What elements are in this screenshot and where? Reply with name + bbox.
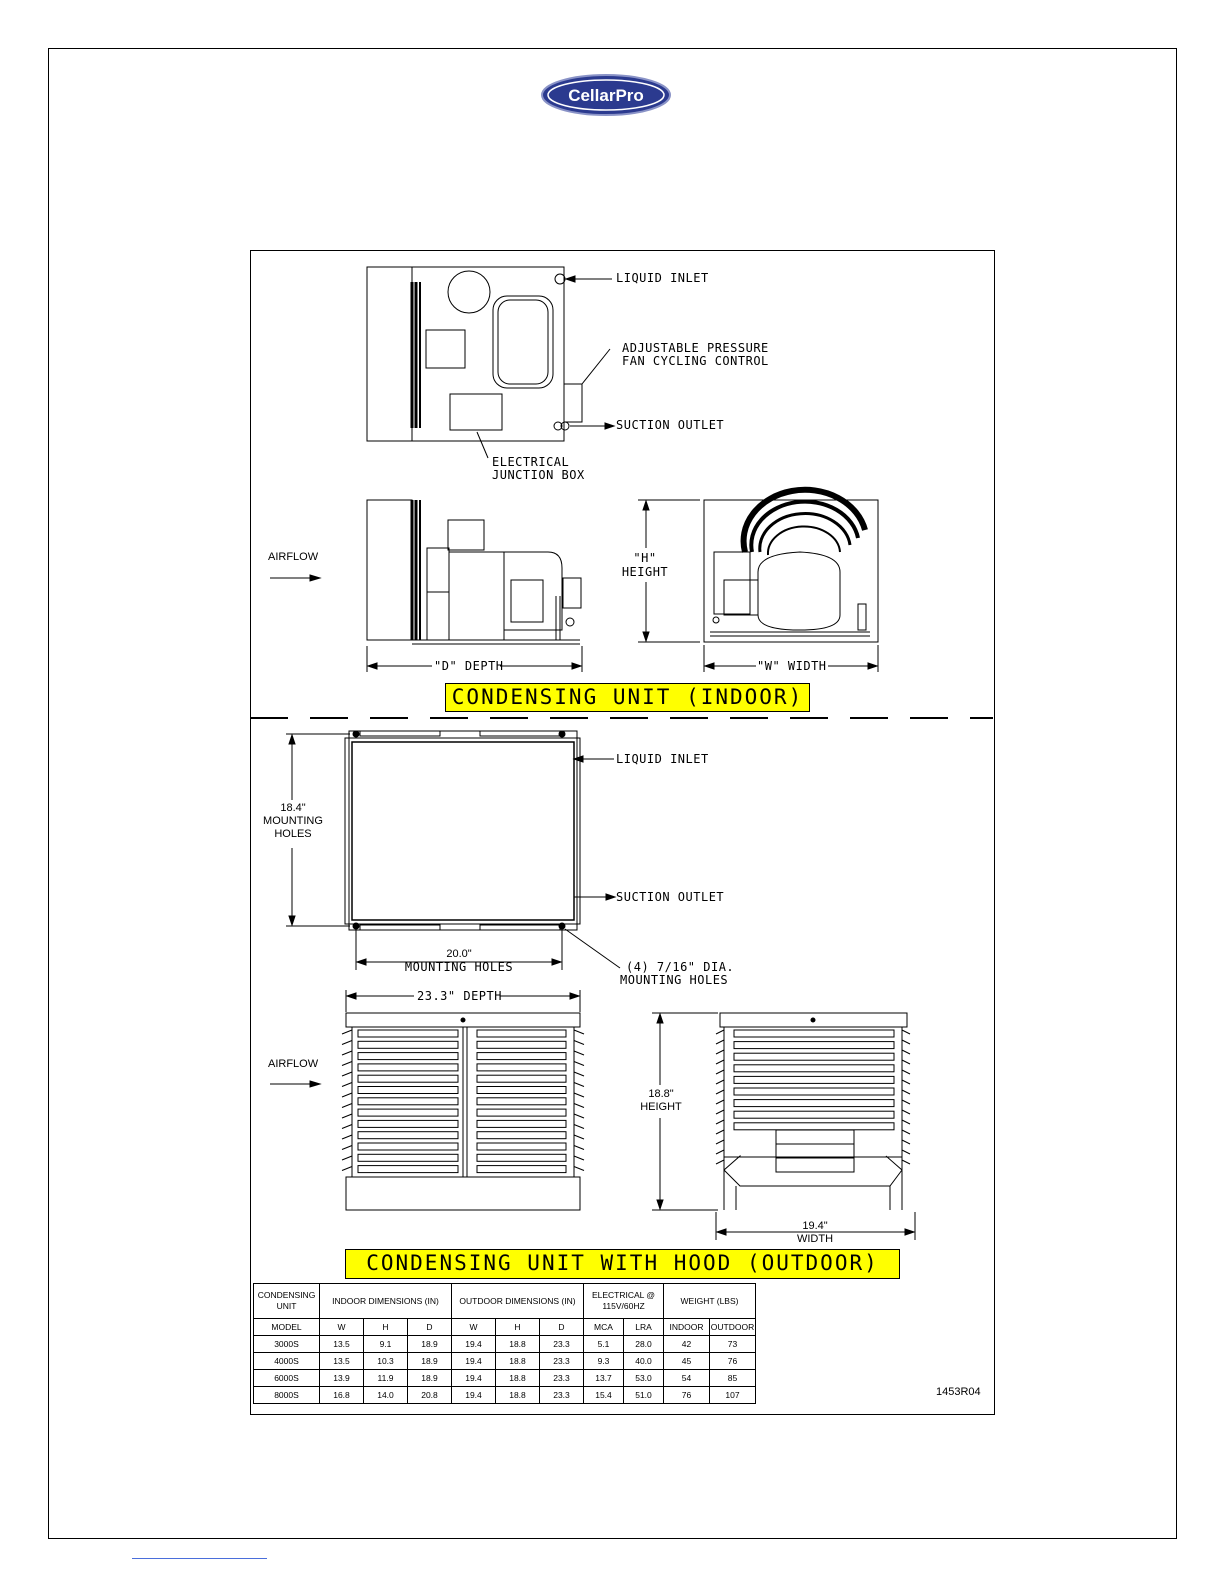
- outdoor-depth-label: 23.3" DEPTH: [417, 989, 502, 1003]
- table-cell: 51.0: [624, 1387, 664, 1404]
- outdoor-width-label-2: WIDTH: [796, 1233, 834, 1245]
- table-cell: 18.8: [496, 1336, 540, 1353]
- table-cell: 15.4: [584, 1387, 624, 1404]
- group-indoor-dims: INDOOR DIMENSIONS (IN): [320, 1284, 452, 1319]
- table-cell: 107: [710, 1387, 756, 1404]
- fin: [716, 1100, 724, 1104]
- fin: [716, 1140, 724, 1144]
- table-cell: 5.1: [584, 1336, 624, 1353]
- outdoor-top-view: [286, 731, 620, 970]
- table-cell: 19.4: [452, 1370, 496, 1387]
- louver: [358, 1120, 458, 1127]
- table-cell: 13.7: [584, 1370, 624, 1387]
- fin: [342, 1125, 352, 1129]
- fin: [902, 1150, 910, 1154]
- fin: [574, 1072, 584, 1076]
- fin: [902, 1120, 910, 1124]
- fin: [574, 1125, 584, 1129]
- louver: [734, 1100, 894, 1107]
- table-cell: 13.5: [320, 1353, 364, 1370]
- table-cell: 23.3: [540, 1336, 584, 1353]
- column-header: W: [320, 1319, 364, 1336]
- indoor-side-view: [270, 500, 582, 672]
- footer-link-underline: [132, 1558, 267, 1559]
- louver: [358, 1143, 458, 1150]
- table-row: [254, 1387, 756, 1404]
- table-cell: 54: [664, 1370, 710, 1387]
- column-header: H: [496, 1319, 540, 1336]
- louvers-right: [477, 1030, 566, 1173]
- fin: [902, 1060, 910, 1064]
- outdoor-height-label-2: HEIGHT: [640, 1101, 682, 1113]
- table-cell: 40.0: [624, 1353, 664, 1370]
- table-cell: 3000S: [254, 1336, 320, 1353]
- table-cell: 23.3: [540, 1370, 584, 1387]
- louver: [734, 1088, 894, 1095]
- fin: [902, 1110, 910, 1114]
- louver: [477, 1098, 566, 1105]
- fin: [574, 1135, 584, 1139]
- table-cell: 9.3: [584, 1353, 624, 1370]
- indoor-depth-label: "D" DEPTH: [434, 659, 504, 673]
- fin: [574, 1167, 584, 1171]
- fin: [342, 1072, 352, 1076]
- fin: [574, 1083, 584, 1087]
- fin: [902, 1040, 910, 1044]
- table-cell: 9.1: [364, 1336, 408, 1353]
- fin: [574, 1146, 584, 1150]
- table-cell: 19.4: [452, 1387, 496, 1404]
- louvers-left: [358, 1030, 458, 1173]
- table-cell: 20.8: [408, 1387, 452, 1404]
- louver: [477, 1166, 566, 1173]
- fin: [902, 1050, 910, 1054]
- table-cell: 85: [710, 1370, 756, 1387]
- table-cell: 13.5: [320, 1336, 364, 1353]
- table-cell: 76: [710, 1353, 756, 1370]
- fin: [716, 1040, 724, 1044]
- louver: [477, 1064, 566, 1071]
- table-cell: 23.3: [540, 1387, 584, 1404]
- indoor-height-label-1: "H": [633, 551, 657, 565]
- louver: [358, 1154, 458, 1161]
- table-cell: 18.8: [496, 1370, 540, 1387]
- fin: [716, 1110, 724, 1114]
- louver: [358, 1109, 458, 1116]
- indoor-top-view: [367, 267, 614, 458]
- mount-v-label-3: HOLES: [274, 828, 312, 840]
- outdoor-height-label-1: 18.8": [648, 1088, 674, 1100]
- fin: [716, 1080, 724, 1084]
- table-cell: 13.9: [320, 1370, 364, 1387]
- column-header: D: [408, 1319, 452, 1336]
- table-cell: 6000S: [254, 1370, 320, 1387]
- table-cell: 19.4: [452, 1336, 496, 1353]
- fin: [902, 1030, 910, 1034]
- fin: [342, 1104, 352, 1108]
- louver: [734, 1123, 894, 1130]
- louver: [734, 1076, 894, 1083]
- fin: [342, 1156, 352, 1160]
- fin: [902, 1140, 910, 1144]
- outdoor-suction-outlet-label: SUCTION OUTLET: [616, 890, 725, 904]
- fin: [574, 1051, 584, 1055]
- fin: [902, 1070, 910, 1074]
- pressure-control-label-2: FAN CYCLING CONTROL: [622, 354, 769, 368]
- louver: [477, 1143, 566, 1150]
- fin: [574, 1104, 584, 1108]
- fin: [342, 1114, 352, 1118]
- louver: [358, 1132, 458, 1139]
- column-header: LRA: [624, 1319, 664, 1336]
- indoor-front-view: [638, 490, 878, 672]
- louver: [358, 1041, 458, 1048]
- fin: [342, 1083, 352, 1087]
- fin: [902, 1160, 910, 1164]
- fin: [342, 1041, 352, 1045]
- holes-label-1: (4) 7/16" DIA.: [626, 960, 735, 974]
- fin: [342, 1167, 352, 1171]
- louver: [477, 1041, 566, 1048]
- fin: [902, 1090, 910, 1094]
- fin: [902, 1130, 910, 1134]
- junction-box-label-2: JUNCTION BOX: [492, 468, 585, 482]
- louver: [358, 1098, 458, 1105]
- table-cell: 23.3: [540, 1353, 584, 1370]
- mount-v-label-2: MOUNTING: [263, 815, 323, 827]
- junction-box-label-1: ELECTRICAL: [492, 455, 570, 469]
- column-header: INDOOR: [664, 1319, 710, 1336]
- table-cell: 42: [664, 1336, 710, 1353]
- table-cell: 4000S: [254, 1353, 320, 1370]
- indoor-liquid-inlet-label: LIQUID INLET: [616, 271, 709, 285]
- louver: [477, 1154, 566, 1161]
- indoor-banner: CONDENSING UNIT (INDOOR): [445, 683, 810, 712]
- outdoor-front-view: [652, 1013, 915, 1240]
- louver: [734, 1111, 894, 1118]
- louver: [734, 1053, 894, 1060]
- fin: [716, 1130, 724, 1134]
- table-cell: 16.8: [320, 1387, 364, 1404]
- fin: [342, 1135, 352, 1139]
- fin: [574, 1041, 584, 1045]
- indoor-height-label-2: HEIGHT: [621, 565, 669, 579]
- louver: [477, 1109, 566, 1116]
- louver: [477, 1030, 566, 1037]
- mount-v-label-1: 18.4": [280, 802, 306, 814]
- fin: [574, 1030, 584, 1034]
- table-row: [254, 1370, 756, 1387]
- group-weight: WEIGHT (LBS): [664, 1284, 756, 1319]
- louver: [358, 1166, 458, 1173]
- outdoor-side-view: [270, 990, 584, 1210]
- column-header: OUTDOOR: [710, 1319, 756, 1336]
- table-row: [254, 1353, 756, 1370]
- table-cell: 18.8: [496, 1353, 540, 1370]
- column-header: D: [540, 1319, 584, 1336]
- fin: [716, 1070, 724, 1074]
- table-cell: 11.9: [364, 1370, 408, 1387]
- table-cell: 10.3: [364, 1353, 408, 1370]
- louver: [477, 1075, 566, 1082]
- table-cell: 18.9: [408, 1336, 452, 1353]
- louver: [358, 1087, 458, 1094]
- table-cell: 19.4: [452, 1353, 496, 1370]
- outdoor-banner: CONDENSING UNIT WITH HOOD (OUTDOOR): [345, 1249, 900, 1279]
- outdoor-airflow-label: AIRFLOW: [268, 1058, 319, 1070]
- group-outdoor-dims: OUTDOOR DIMENSIONS (IN): [452, 1284, 584, 1319]
- table-cell: 8000S: [254, 1387, 320, 1404]
- mount-h-label-2: MOUNTING HOLES: [404, 960, 514, 974]
- fin: [716, 1090, 724, 1094]
- column-header: MCA: [584, 1319, 624, 1336]
- louver: [734, 1042, 894, 1049]
- fin: [902, 1100, 910, 1104]
- fin: [342, 1062, 352, 1066]
- fin: [574, 1114, 584, 1118]
- fin: [716, 1120, 724, 1124]
- logo-text: CellarPro: [568, 86, 644, 105]
- indoor-airflow-label: AIRFLOW: [268, 551, 319, 563]
- specs-table: [253, 1283, 756, 1404]
- holes-label-2: MOUNTING HOLES: [620, 973, 729, 987]
- group-electrical: ELECTRICAL @ 115V/60HZ: [584, 1284, 664, 1319]
- fin: [716, 1050, 724, 1054]
- column-header: W: [452, 1319, 496, 1336]
- table-cell: 14.0: [364, 1387, 408, 1404]
- fin: [574, 1156, 584, 1160]
- fin: [342, 1051, 352, 1055]
- fin: [342, 1093, 352, 1097]
- table-cell: 73: [710, 1336, 756, 1353]
- group-condensing-unit: CONDENSING UNIT: [254, 1284, 320, 1319]
- louver: [477, 1087, 566, 1094]
- louver: [358, 1075, 458, 1082]
- pressure-control-label-1: ADJUSTABLE PRESSURE: [622, 341, 769, 355]
- fin: [574, 1093, 584, 1097]
- column-header-row: [254, 1319, 756, 1336]
- louver: [477, 1132, 566, 1139]
- fin: [342, 1146, 352, 1150]
- fin: [902, 1080, 910, 1084]
- table-cell: 45: [664, 1353, 710, 1370]
- louver: [358, 1064, 458, 1071]
- table-cell: 76: [664, 1387, 710, 1404]
- fin: [716, 1160, 724, 1164]
- fin: [716, 1150, 724, 1154]
- column-header: MODEL: [254, 1319, 320, 1336]
- outdoor-liquid-inlet-label: LIQUID INLET: [616, 752, 709, 766]
- louver: [734, 1065, 894, 1072]
- louver: [477, 1120, 566, 1127]
- drawing-number: 1453R04: [936, 1386, 981, 1398]
- table-row: [254, 1336, 756, 1353]
- table-cell: 28.0: [624, 1336, 664, 1353]
- table-cell: 18.9: [408, 1370, 452, 1387]
- louver: [358, 1030, 458, 1037]
- column-header: H: [364, 1319, 408, 1336]
- fin: [716, 1030, 724, 1034]
- indoor-width-label: "W" WIDTH: [757, 659, 827, 673]
- table-cell: 18.8: [496, 1387, 540, 1404]
- fin: [574, 1062, 584, 1066]
- table-cell: 18.9: [408, 1353, 452, 1370]
- louver: [358, 1053, 458, 1060]
- outdoor-width-label-1: 19.4": [802, 1220, 828, 1232]
- mount-h-label-1: 20.0": [446, 948, 472, 960]
- table-cell: 53.0: [624, 1370, 664, 1387]
- louver: [734, 1030, 894, 1037]
- louver: [477, 1053, 566, 1060]
- fin: [342, 1030, 352, 1034]
- indoor-suction-outlet-label: SUCTION OUTLET: [616, 418, 725, 432]
- fin: [716, 1060, 724, 1064]
